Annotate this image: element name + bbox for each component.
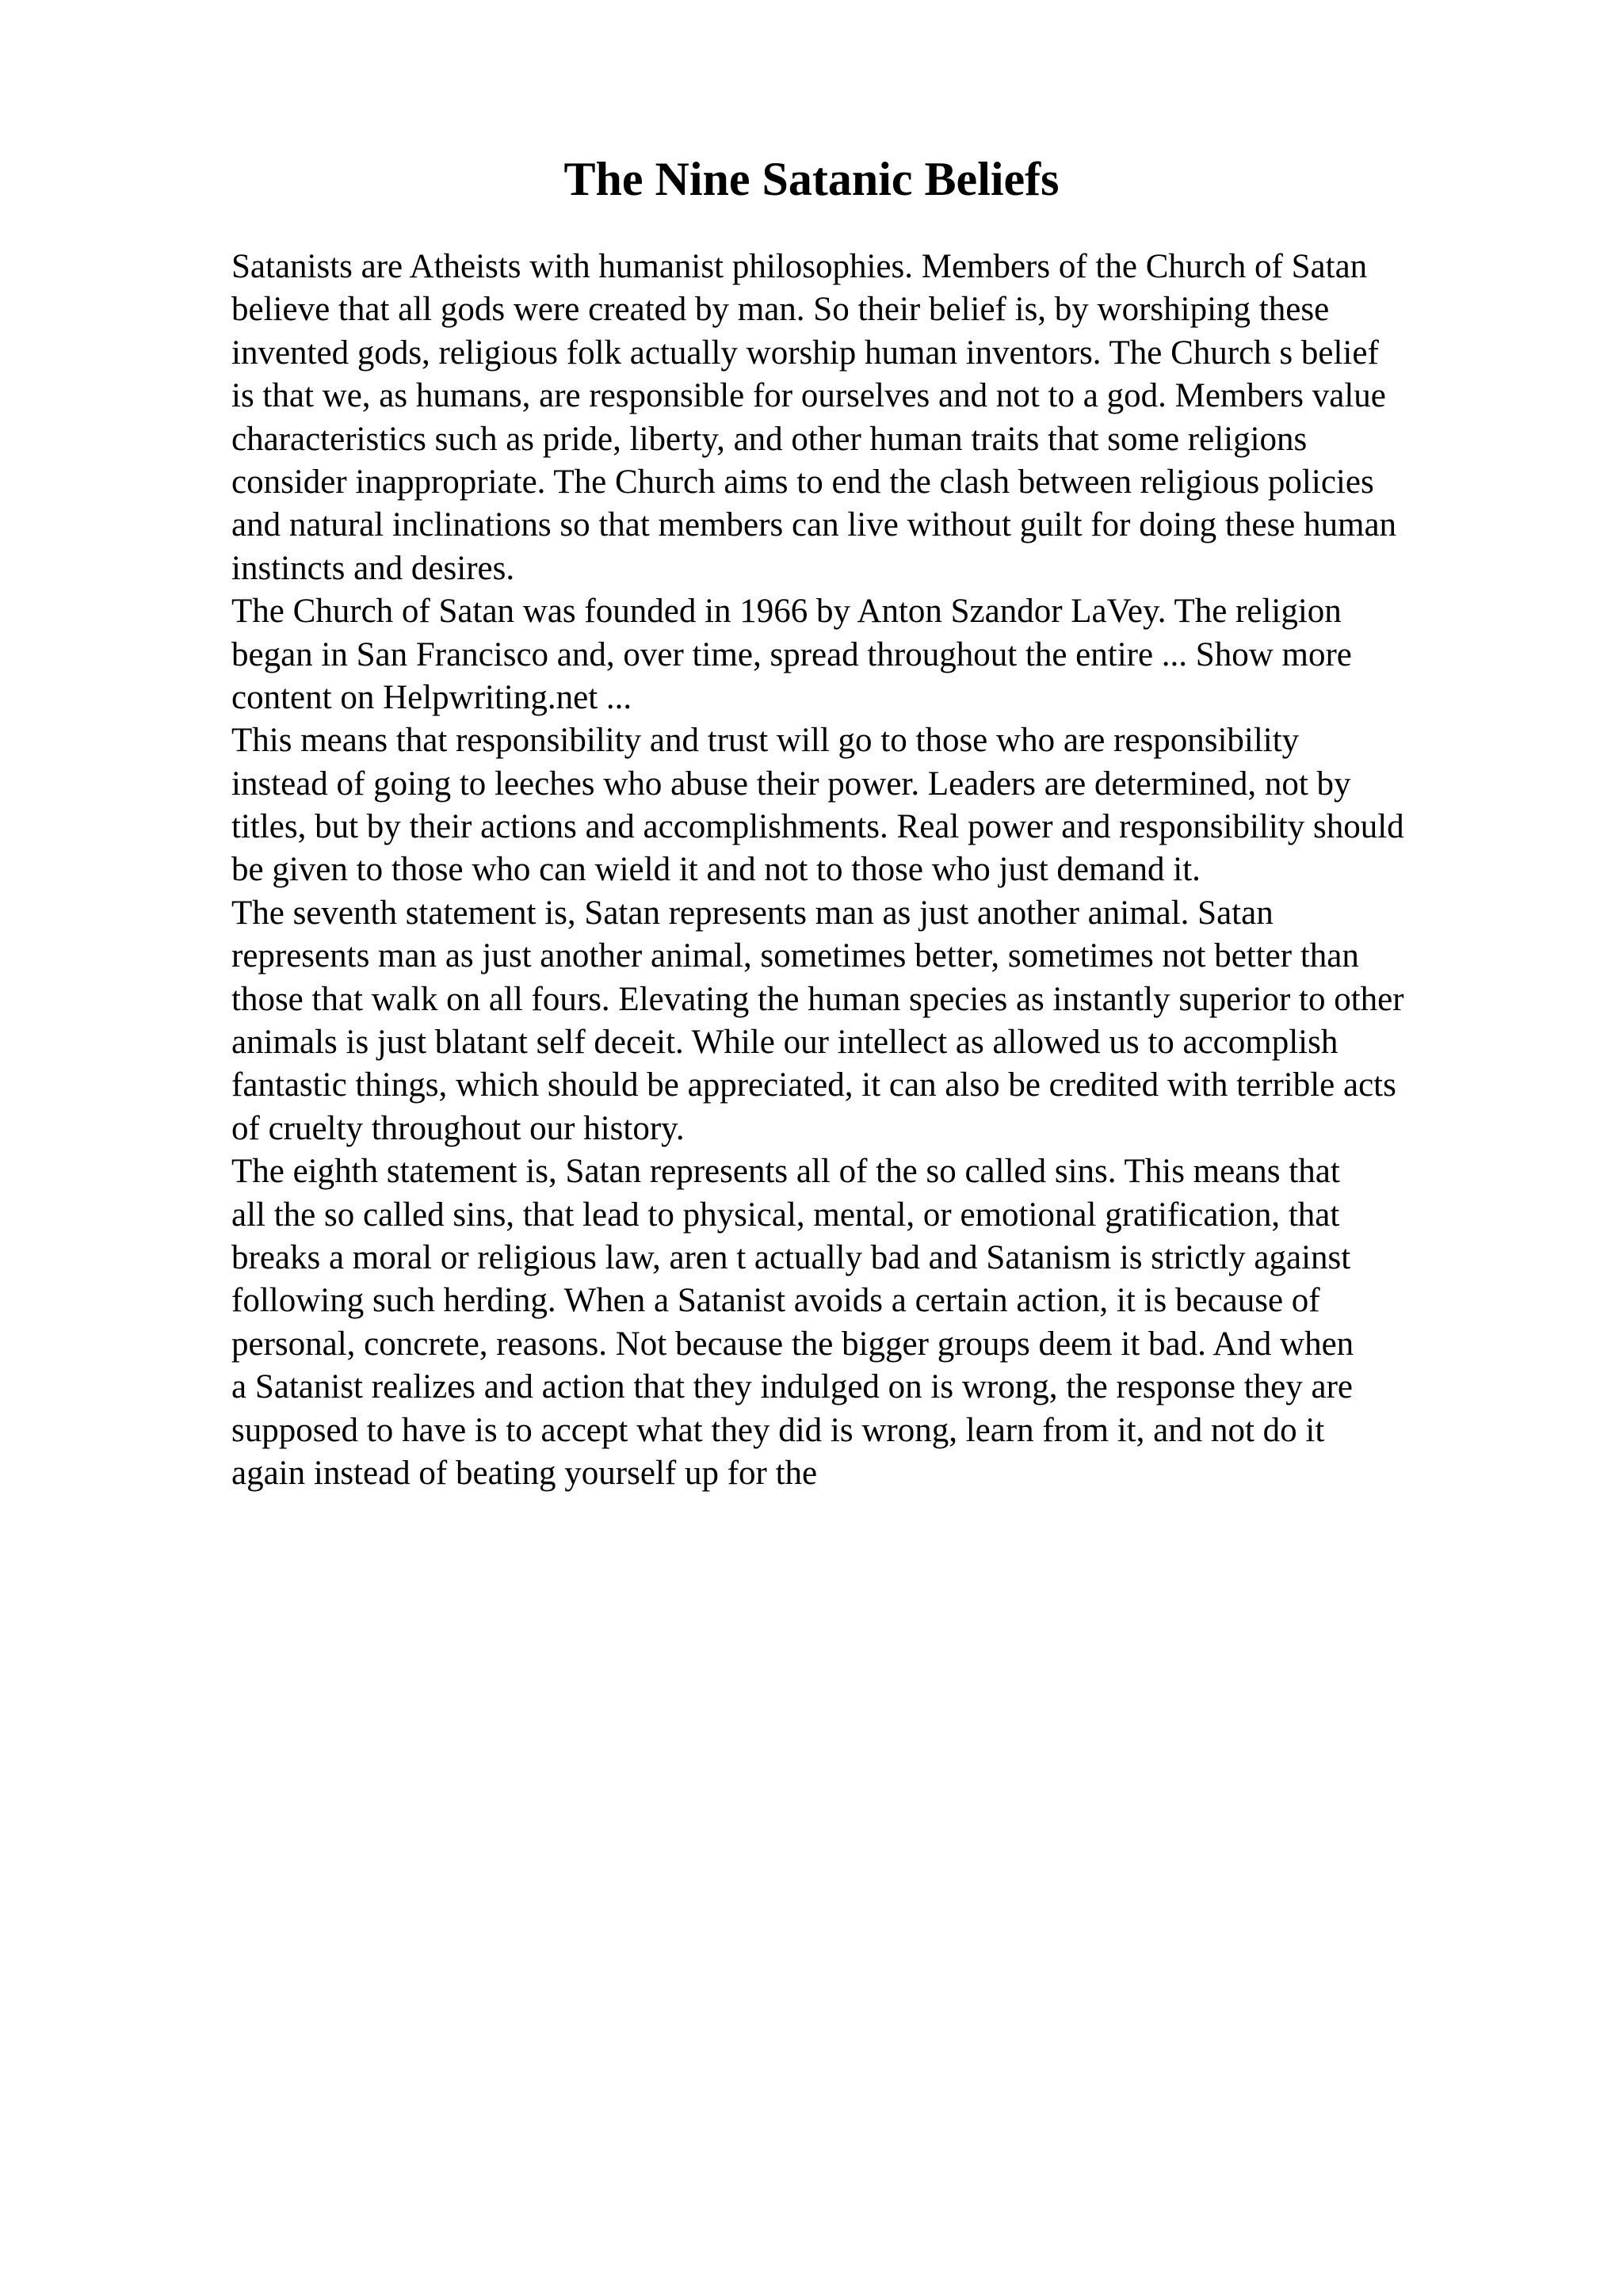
body-line: believe that all gods were created by man. So their belief is, by worshiping these [231, 291, 1330, 329]
body-line: and natural inclinations so that members can live without guilt for doing these human [231, 506, 1397, 544]
body-line: titles, but by their actions and accomplishments. Real power and responsibility should [231, 808, 1404, 846]
body-line: represents man as just another animal, sometimes better, sometimes not better than [231, 937, 1359, 975]
body-line: invented gods, religious folk actually worship human inventors. The Church s belief [231, 334, 1379, 372]
body-line: breaks a moral or religious law, aren t actually bad and Satanism is strictly against [231, 1238, 1351, 1276]
document-title: The Nine Satanic Beliefs [563, 153, 1060, 205]
body-line: those that walk on all fours. Elevating the human species as instantly superior to other [231, 980, 1404, 1018]
body-line: supposed to have is to accept what they did is wrong, learn from it, and not do it [231, 1411, 1325, 1449]
body-line: of cruelty throughout our history. [231, 1109, 685, 1147]
document-body [231, 246, 1515, 1495]
body-line: consider inappropriate. The Church aims to end the clash between religious policies [231, 463, 1374, 501]
body-line: again instead of beating yourself up for the [231, 1454, 818, 1492]
body-line: began in San Francisco and, over time, spread throughout the entire ... Show more [231, 635, 1352, 673]
body-line: personal, concrete, reasons. Not because the bigger groups deem it bad. And when [231, 1325, 1354, 1363]
body-line: This means that responsibility and trust will go to those who are responsibility [231, 722, 1300, 760]
body-line: fantastic things, which should be appreciated, it can also be credited with terrible acts [231, 1066, 1396, 1104]
body-line: be given to those who can wield it and not to those who just demand it. [231, 851, 1201, 889]
body-line: characteristics such as pride, liberty, and other human traits that some religions [231, 420, 1308, 458]
body-line: is that we, as humans, are responsible for ourselves and not to a god. Members value [231, 377, 1386, 415]
body-line: all the so called sins, that lead to physical, mental, or emotional gratification, that [231, 1196, 1340, 1234]
body-line: instead of going to leeches who abuse their power. Leaders are determined, not by [231, 765, 1351, 803]
body-line: instincts and desires. [231, 549, 515, 587]
body-line: The Church of Satan was founded in 1966 by Anton Szandor LaVey. The religion [231, 593, 1342, 631]
body-line: animals is just blatant self deceit. While our intellect as allowed us to accomplish [231, 1024, 1338, 1062]
body-line: content on Helpwriting.net ... [231, 678, 632, 716]
body-line: following such herding. When a Satanist avoids a certain action, it is because of [231, 1282, 1320, 1320]
body-line: Satanists are Atheists with humanist philosophies. Members of the Church of Satan [231, 248, 1368, 285]
body-line: The eighth statement is, Satan represents all of the so called sins. This means that [231, 1153, 1340, 1191]
body-line: The seventh statement is, Satan represents man as just another animal. Satan [231, 894, 1274, 932]
body-line: a Satanist realizes and action that they indulged on is wrong, the response they are [231, 1368, 1353, 1406]
